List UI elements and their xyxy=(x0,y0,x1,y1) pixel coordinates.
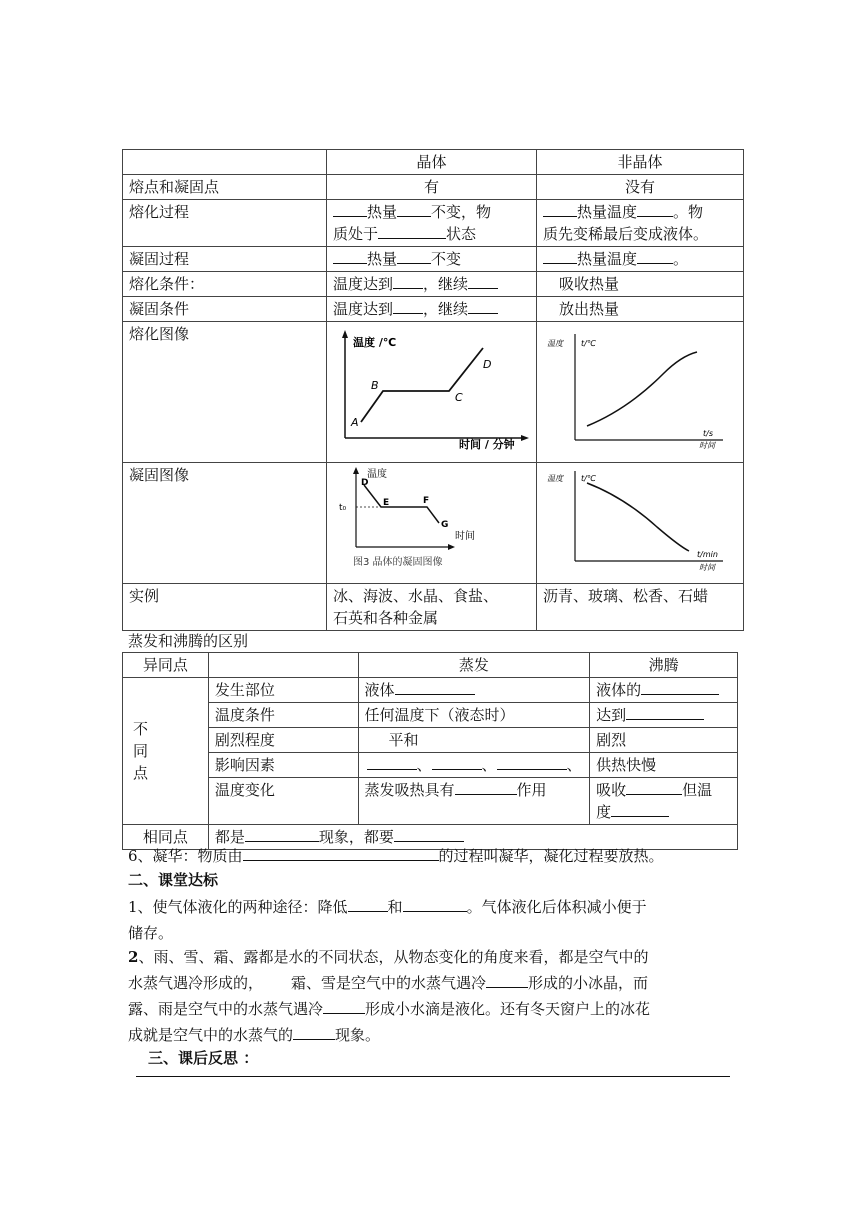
y-axis-label: 温度 xyxy=(367,469,387,480)
header-empty xyxy=(123,150,327,175)
table-row xyxy=(123,200,744,247)
point-label-d: D xyxy=(361,478,369,488)
fill-blank[interactable] xyxy=(468,298,498,314)
fill-blank[interactable] xyxy=(395,679,475,695)
point-label-d: D xyxy=(483,358,492,371)
fill-blank[interactable] xyxy=(393,298,423,314)
reflection-answer-line[interactable] xyxy=(136,1076,730,1077)
question-2 xyxy=(128,944,736,1048)
text: 、 xyxy=(481,756,497,774)
y-axis-arrow xyxy=(353,467,359,474)
fill-blank[interactable] xyxy=(641,679,719,695)
cell-value xyxy=(327,297,537,322)
text: 热量 xyxy=(367,250,398,268)
row-label: 熔化条件： xyxy=(123,272,327,297)
text: 现象，都要 xyxy=(318,828,394,846)
x-axis-unit: t/s xyxy=(702,429,713,438)
text: 度 xyxy=(596,803,612,821)
y-axis-unit: t/℃ xyxy=(580,339,596,348)
fill-blank[interactable] xyxy=(611,801,669,817)
fill-blank[interactable] xyxy=(637,248,673,264)
graph-caption: 图3 晶体的凝固图像 xyxy=(353,557,443,568)
fill-blank[interactable] xyxy=(497,754,567,770)
text: 形成小水滴是液化。还有冬天窗户上的冰花 xyxy=(365,1000,651,1018)
text: 和 xyxy=(387,898,403,916)
fill-blank[interactable] xyxy=(323,998,365,1014)
table-header-row xyxy=(123,150,744,175)
text: 液体 xyxy=(364,681,395,699)
point-label-f: F xyxy=(423,496,430,506)
cell-value xyxy=(358,753,590,778)
text: 形成的小冰晶，而 xyxy=(528,974,649,992)
text: 露、雨是空气中的水蒸气遇冷 xyxy=(128,1000,324,1018)
text: 。物 xyxy=(673,203,704,221)
row-label: 熔化过程 xyxy=(123,200,327,247)
row-label: 发生部位 xyxy=(208,678,358,703)
fill-blank[interactable] xyxy=(626,779,682,795)
crystal-melting-graph-cell xyxy=(327,322,537,463)
text: 热量 xyxy=(367,203,398,221)
text: 质处于 xyxy=(333,225,379,243)
y-axis-label: 温度 xyxy=(546,474,563,483)
table-header-row xyxy=(123,653,738,678)
crystal-comparison-table xyxy=(122,149,744,631)
cell-value: 沥青、玻璃、松香、石蜡 xyxy=(536,584,743,631)
text: 霜、雪是空气中的水蒸气遇冷 xyxy=(291,974,487,992)
y-axis-arrow xyxy=(342,330,348,338)
text: 不 xyxy=(133,720,149,738)
text: 、 xyxy=(566,756,582,774)
text: 不变，物 xyxy=(431,203,492,221)
section-reflect-title: 三、课后反思 ： xyxy=(148,1049,259,1067)
text: 吸收热量 xyxy=(558,275,619,293)
x-axis-arrow xyxy=(448,544,455,550)
y-axis-unit: t/℃ xyxy=(580,474,596,483)
x-axis-label: 时间 xyxy=(698,563,715,572)
header-evaporation: 蒸发 xyxy=(358,653,590,678)
y-axis-label: 温度 /℃ xyxy=(353,336,397,349)
text: 质先变稀最后变成液体。 xyxy=(542,225,708,243)
row-label: 凝固条件 xyxy=(123,297,327,322)
row-label: 实例 xyxy=(123,584,327,631)
solidifying-curve xyxy=(587,483,689,551)
text: 液体的 xyxy=(596,681,642,699)
cell-value xyxy=(327,247,537,272)
section-title-evaporation: 蒸发和沸腾的区别 xyxy=(128,632,249,650)
cell-value xyxy=(358,728,590,753)
x-axis-label: 时间 / 分钟 xyxy=(459,438,515,451)
text: 、雨、雪、霜、露都是水的不同状态，从物态变化的角度来看，都是空气中的 xyxy=(138,948,649,966)
cell-value xyxy=(590,703,738,728)
table-row xyxy=(123,463,744,584)
fill-blank[interactable] xyxy=(543,201,577,217)
table-row xyxy=(123,297,744,322)
text: 吸收 xyxy=(596,781,627,799)
text: 温度达到 xyxy=(333,275,394,293)
fill-blank[interactable] xyxy=(455,779,517,795)
cell-value xyxy=(590,778,738,825)
amorphous-solidifying-graph-cell xyxy=(536,463,743,584)
table-row xyxy=(123,322,744,463)
text: 成就是空气中的水蒸气的 xyxy=(128,1026,294,1044)
para-deposition xyxy=(128,843,736,869)
fill-blank[interactable] xyxy=(394,826,464,842)
row-label: 凝固图像 xyxy=(123,463,327,584)
table-row xyxy=(123,272,744,297)
row-label: 温度变化 xyxy=(208,778,358,825)
y-axis-label: 温度 xyxy=(546,339,563,348)
text: 蒸发吸热具有 xyxy=(364,781,455,799)
text: 但温 xyxy=(682,781,713,799)
fill-blank[interactable] xyxy=(367,754,417,770)
text: 同 xyxy=(133,742,149,760)
fill-blank[interactable] xyxy=(403,896,467,912)
cell-value: 任何温度下（液态时） xyxy=(358,703,590,728)
table-row xyxy=(123,584,744,631)
fill-blank[interactable] xyxy=(432,754,482,770)
cell-value xyxy=(536,247,743,272)
x-axis-label: 时间 xyxy=(698,441,715,450)
cell-value xyxy=(327,584,537,631)
text: 6、凝华：物质由 xyxy=(128,847,243,865)
crystal-melting-graph xyxy=(331,326,531,452)
fill-blank[interactable] xyxy=(397,201,431,217)
melting-curve xyxy=(587,352,697,426)
fill-blank[interactable] xyxy=(393,273,423,289)
fill-blank[interactable] xyxy=(543,248,577,264)
row-label: 影响因素 xyxy=(208,753,358,778)
text: ，继续 xyxy=(423,300,469,318)
crystal-solidifying-graph-cell xyxy=(327,463,537,584)
cell-value: 供热快慢 xyxy=(590,753,738,778)
text: 水蒸气遇冷形成的， xyxy=(128,974,264,992)
text: 、 xyxy=(416,756,432,774)
fill-blank[interactable] xyxy=(333,248,367,264)
text: 的过程叫凝华，凝化过程要放热。 xyxy=(438,847,664,865)
text: 。 xyxy=(673,250,689,268)
row-label: 相同点 xyxy=(123,825,209,850)
text: 不变 xyxy=(431,250,462,268)
table-row xyxy=(123,778,738,825)
header-empty xyxy=(208,653,358,678)
header-boiling: 沸腾 xyxy=(590,653,738,678)
fill-blank[interactable] xyxy=(397,248,431,264)
fill-blank[interactable] xyxy=(637,201,673,217)
row-label: 熔点和凝固点 xyxy=(123,175,327,200)
table-row xyxy=(123,703,738,728)
x-axis-unit: t/min xyxy=(696,550,718,559)
text: 储存。 xyxy=(128,924,174,942)
point-label-a: A xyxy=(351,416,359,429)
cell-value xyxy=(327,272,537,297)
point-label-b: B xyxy=(371,379,379,392)
fill-blank[interactable] xyxy=(293,1024,335,1040)
cell-value xyxy=(358,778,590,825)
t0-label: t₀ xyxy=(339,503,347,513)
fill-blank[interactable] xyxy=(348,896,388,912)
text: 状态 xyxy=(446,225,477,243)
text: 2 xyxy=(128,948,139,966)
point-label-g: G xyxy=(441,520,449,530)
table-row xyxy=(123,728,738,753)
point-label-e: E xyxy=(383,498,390,508)
fill-blank[interactable] xyxy=(378,223,446,239)
text: 。气体液化后体积减小便于 xyxy=(466,898,647,916)
cell-value xyxy=(536,200,743,247)
x-axis-label: 时间 xyxy=(455,531,475,542)
row-label: 温度条件 xyxy=(208,703,358,728)
cell-value xyxy=(327,200,537,247)
row-label: 凝固过程 xyxy=(123,247,327,272)
text: 都是 xyxy=(214,828,245,846)
row-label: 熔化图像 xyxy=(123,322,327,463)
text: 作用 xyxy=(516,781,547,799)
text: 1、使气体液化的两种途径：降低 xyxy=(128,898,348,916)
text: 平和 xyxy=(388,731,419,749)
text: 达到 xyxy=(596,706,627,724)
header-crystal: 晶体 xyxy=(327,150,537,175)
x-axis-arrow xyxy=(521,435,529,441)
fill-blank[interactable] xyxy=(486,972,528,988)
table-row xyxy=(123,678,738,703)
cell-value xyxy=(536,297,743,322)
cell-value xyxy=(590,678,738,703)
text: 冰、海波、水晶、食盐、 xyxy=(333,587,499,605)
question-1 xyxy=(128,894,736,946)
amorphous-melting-graph-cell xyxy=(536,322,743,463)
text: 热量温度 xyxy=(576,250,637,268)
text: ，继续 xyxy=(423,275,469,293)
fill-blank[interactable] xyxy=(468,273,498,289)
cell-value: 有 xyxy=(327,175,537,200)
amorphous-solidifying-graph xyxy=(541,465,739,575)
point-label-c: C xyxy=(455,391,463,404)
fill-blank[interactable] xyxy=(245,826,319,842)
fill-blank[interactable] xyxy=(333,201,367,217)
cell-value xyxy=(536,272,743,297)
fill-blank[interactable] xyxy=(626,704,704,720)
text: 放出热量 xyxy=(558,300,619,318)
section-class-title: 二、课堂达标 xyxy=(128,871,219,889)
text: 石英和各种金属 xyxy=(333,609,439,627)
text: 点 xyxy=(133,764,149,782)
table-row xyxy=(123,175,744,200)
amorphous-melting-graph xyxy=(541,326,739,452)
melting-curve xyxy=(361,348,483,422)
cell-value: 没有 xyxy=(536,175,743,200)
cell-value: 剧烈 xyxy=(590,728,738,753)
header-diff-same: 异同点 xyxy=(123,653,209,678)
diff-label xyxy=(123,678,209,825)
table-row xyxy=(123,247,744,272)
fill-blank[interactable] xyxy=(243,845,439,861)
row-label: 剧烈程度 xyxy=(208,728,358,753)
table-row xyxy=(123,753,738,778)
text: 温度达到 xyxy=(333,300,394,318)
cell-value xyxy=(358,678,590,703)
text: 现象。 xyxy=(335,1026,381,1044)
text: 热量温度 xyxy=(576,203,637,221)
header-amorphous: 非晶体 xyxy=(536,150,743,175)
evaporation-boiling-table xyxy=(122,652,738,850)
crystal-solidifying-graph xyxy=(331,465,531,575)
